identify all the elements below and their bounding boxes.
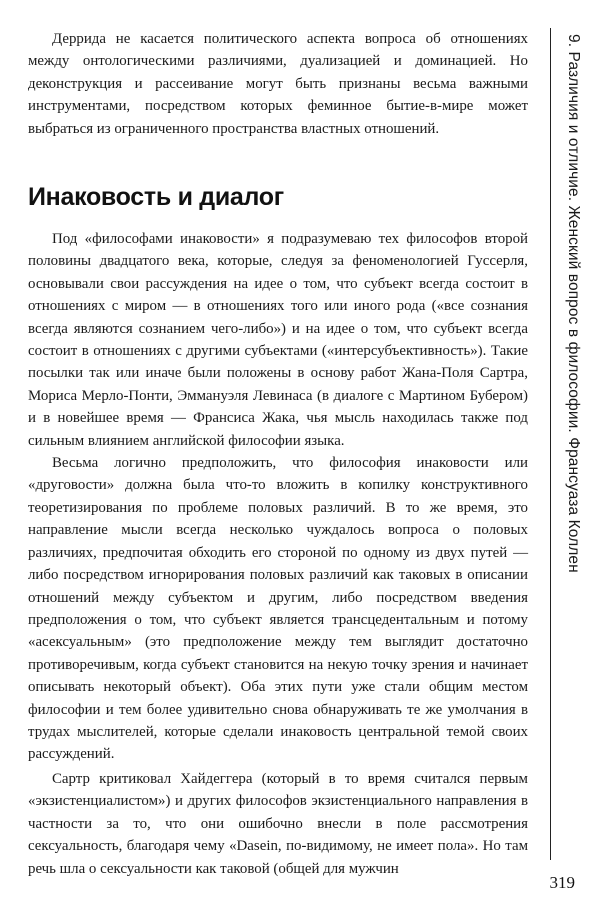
paragraph-sexual-difference: Весьма логично предположить, что философия инаковости или «друговости» должна была что-то вложить в копилку конструктивного теоретизирования по проблеме половых различий. В то же время, это направление мысли всегда несколько чуждалось вопроса о половых различиях, предпочитая обходить его стороной по одному из двух путей — либо посредством игнорирования половых различий как таковых в описании отношений между субъектом и другим, либо посредством введения предположения о том, что субъект является трансцедентальным и потому «асексуальным» (это предположение между тем выглядит достаточно противоречивым, когда субъект становится на некую точку зрения и начинает описывать некоторый объект). Оба этих пути уже стали общим местом философии и тем более удивительно снова обнаруживать те же умолчания в трудах мыслителей, которые сделали инаковость центральной темой своих рассуждений. xyxy=(28,455,528,763)
paragraph-derrida: Деррида не касается политического аспекта вопроса об отношениях между онтологическими различиями, дуализацией и доминацией. Но деконструкция и рассеивание могут быть признаны весьма важными инструментами, посредством которых феминное бытие-в-мире может выбраться из ограниченного пространства властных отношений. xyxy=(28,31,528,137)
paragraph-sartre: Сартр критиковал Хайдеггера (который в то время считался первым «экзистенциалистом») и других философов экзистенциального направления в частности за то, что они ошибочно внесли в поле рассмотрения сексуальность, благодаря чему «Dasein, по-видимому, не имеет пола». Но там речь шла о сексуальности как таковой (общей для мужчин xyxy=(28,771,528,877)
text-block-intro xyxy=(28,28,528,140)
text-block-sartre xyxy=(28,768,528,880)
vertical-divider xyxy=(550,28,551,860)
paragraph-philosophers-of-otherness: Под «философами инаковости» я подразумеваю тех философов второй половины двадцатого века, которые, следуя за феноменологией Гуссерля, основывали свои рассуждения на идее о том, что субъект всегда состоит в отношениях с миром — в отношениях того или иного рода («все сознания всегда являются сознанием чего-либо») и на идее о том, что субъект всегда состоит в отношениях с другими субъектами («интерсубъективность»). Такие посылки так или иначе были положены в основу работ Жана-Поля Сартра, Мориса Мерло-Понти, Эммануэля Левинаса (в диалоге с Мартином Бубером) и в новейшее время — Франсиса Жака, чья мысль находилась также под сильным влиянием английской философии языка. xyxy=(28,231,528,449)
page-number: 319 xyxy=(549,873,575,892)
running-head: 9. Различия и отличие. Женский вопрос в философии. Франсуаза Коллен xyxy=(565,34,582,573)
text-block-section xyxy=(28,228,528,766)
section-heading: Инаковость и диалог xyxy=(28,183,284,211)
